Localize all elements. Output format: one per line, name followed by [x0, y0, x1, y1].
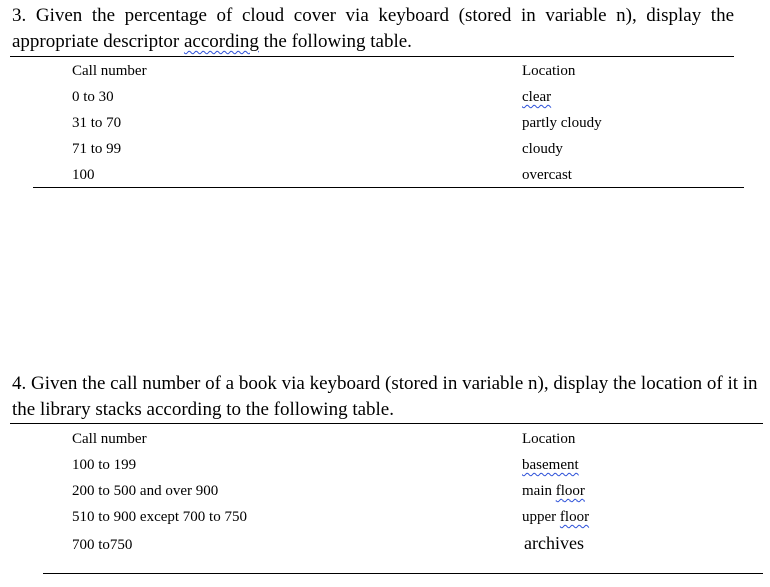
table-2-cell-range: 200 to 500 and over 900	[72, 483, 219, 499]
spellcheck-flagged-word: according	[183, 31, 259, 52]
table-2-cell-range: 700 to750	[72, 537, 133, 553]
table-2-cell-range: 100 to 199	[72, 457, 137, 473]
table-1-bottom-rule	[33, 187, 744, 188]
table-1-cell-range: 31 to 70	[72, 115, 122, 131]
table-2-cell-location	[522, 481, 585, 501]
table-1-cell-range: 71 to 99	[72, 141, 122, 157]
table-1-cell-range: 100	[72, 167, 95, 183]
table-1-cell-location: cloudy	[522, 141, 563, 157]
table-1-cell-range: 0 to 30	[72, 89, 114, 105]
question-3-text-start: 3. Given the percentage of cloud cover via keyboard (stored in variable n), display the appropriate descriptor	[12, 5, 734, 52]
table-2-top-rule	[10, 423, 763, 424]
table-1-top-rule	[10, 56, 734, 57]
question-3-text	[12, 3, 734, 55]
table-2-bottom-rule	[43, 573, 763, 574]
table-1-cell-location: partly cloudy	[522, 115, 602, 131]
table-2-cell-location: archives	[524, 533, 584, 553]
table-2-header-location: Location	[522, 431, 576, 447]
spellcheck-flagged-word: floor	[555, 483, 585, 499]
location-word: main	[522, 483, 556, 499]
question-3-text-end: the following table.	[258, 31, 412, 52]
table-2-cell-location	[522, 455, 579, 475]
spellcheck-flagged-word: floor	[559, 509, 590, 525]
table-1-cell-location	[522, 87, 551, 107]
table-2-cell-location	[522, 507, 589, 527]
location-word: upper	[522, 509, 560, 525]
spellcheck-flagged-word: clear	[522, 89, 552, 105]
question-4-text: 4. Given the call number of a book via keyboard (stored in variable n), display the location of it in the library stacks according to the following table.	[12, 373, 758, 420]
spellcheck-flagged-word: basement	[522, 457, 579, 473]
table-1-cell-location: overcast	[522, 167, 572, 183]
table-1-header-location: Location	[522, 63, 576, 79]
table-1-header-call-number: Call number	[72, 63, 147, 79]
table-2-header-call-number: Call number	[72, 431, 147, 447]
table-2-cell-range: 510 to 900 except 700 to 750	[72, 509, 247, 525]
